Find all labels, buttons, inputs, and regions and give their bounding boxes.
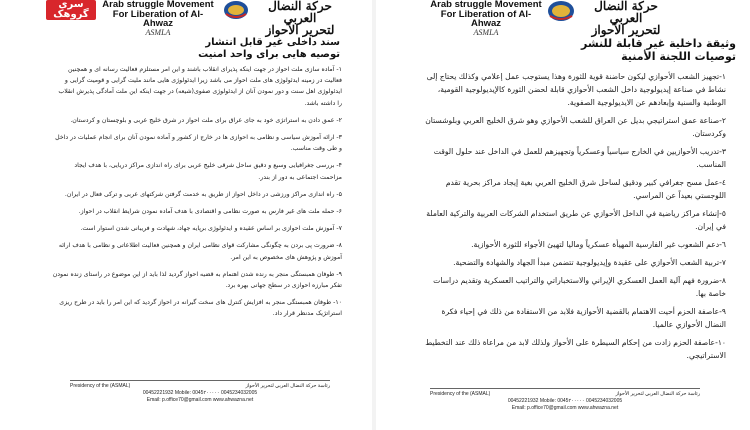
org-name-en-1: Arab struggle Movement <box>430 0 542 10</box>
paragraph: ٨-ضرورة فهم آلية العمل العسكري الإيراني والاستخباراتي والتراتيب العسكرية وتقديم دراسات خاصة بها. <box>433 276 726 298</box>
right-doc-body <box>420 70 726 362</box>
org-name-ar-2: لتحرير الأحواز <box>591 23 661 37</box>
org-name-ar: حركة النضال العربي <box>268 0 332 25</box>
left-org-arabic <box>252 0 348 36</box>
org-name-en-2: For Liberation of Al-Ahwaz <box>440 8 532 29</box>
left-org-english <box>98 0 218 37</box>
org-name-ar-2: لتحرير الأحواز <box>265 23 335 37</box>
footer-rule <box>430 388 700 389</box>
footer-heading <box>70 383 330 390</box>
paragraph: ۱- آماده سازی ملت احواز در جهت اینکه پذیرای انقلاب باشند و این امر مستلزم فعالیت رسانه ای و همچنین فعالیت در زمینه ایدئولوژی های ملت احواز می باشد زیرا ایدئولوژی هایی مانند ملیت گرایی و قومیت گرایی و ایدئولوژی اهل سنت و دور نمودن آنان از ایدئولوژی صفوی(شیعه) در جهت اینکه این ملت آمادگی پذیرش انقلاب را داشته باشد. <box>58 66 342 107</box>
doc-title-line-1: سند داخلی غیر قابل انتشار <box>205 37 340 48</box>
paragraph: ۲- عمق دادن به استراتژی خود به جای عراق برای ملت احواز در شرق خلیج عربی و بلوچستان و کردستان. <box>70 116 342 124</box>
org-name-ar: حركة النضال العربي <box>594 0 658 25</box>
org-name-en-1: Arab struggle Movement <box>102 0 214 10</box>
right-doc-footer <box>430 388 700 412</box>
footer-presidency-en: Presidency of the (ASMAL) <box>70 383 131 389</box>
org-logo-icon <box>546 0 576 24</box>
paragraph: ۶- حمله ملت های غیر فارس به صورت نظامی و اقتصادی با هدف آماده نمودن شرایط انقلاب در احواز. <box>78 208 342 216</box>
footer-presidency-ar: رئاسة حركة النضال العربي لتحرير الأحواز <box>615 391 700 397</box>
paragraph: ۹- طوفان همبستگی منجر به رنده شدن اهتمام به قضیه احواز گردید لذا باید از این موضوع در راستای زنده نمودن تفکر مبارزه احوازی در سطح جهانی بهره برد. <box>52 270 342 290</box>
paragraph: ٩-عاصفة الحزم أحيت الاهتمام بالقضية الأحوازية فلابد من الاستفادة من ذلك في إحياء فكرة النضال الأحوازي عالميا. <box>441 307 726 329</box>
org-abbr: ASMLA <box>473 27 499 37</box>
footer-phone: 00452221932 Mobile: 0045٢٠٠٠٠٠ 0045234032005 <box>507 398 623 404</box>
footer-email: Email: p.office70@gmail.com www.ahwazna.net <box>511 405 619 411</box>
paragraph: ٢-صناعة عمق استراتيجي بديل عن العراق للشعب الأحوازي وهو شرق الخليج العربي وبلوشستان وكردستان. <box>425 116 726 138</box>
footer-phone: 00452221932 Mobile: 0045٢٠٠٠٠٠ 0045234032005 <box>142 390 258 396</box>
paragraph: ۵- راه اندازی مراکز ورزشی در داخل احواز از طریق به خدمت گرفتن شرکتهای عربی و ترکی فعال در ایران. <box>64 190 342 198</box>
paragraph: ٧-تربية الشعب الأحوازي على عقيدة وإيديولوجية تتضمن مبدأ الجهاد والشهادة والتضحية. <box>453 258 726 267</box>
right-document-page <box>376 0 750 430</box>
left-doc-footer <box>70 380 330 404</box>
paragraph: ۱۰- طوفان همبستگی منجر به افزایش کنترل های سخت گیرانه در احواز گردید که این امر را باید در طرح ریزی استراتژیک مدنظر قرار داد. <box>59 299 342 318</box>
right-org-english <box>426 0 546 37</box>
footer-presidency-en: Presidency of the (ASMAL) <box>430 391 491 397</box>
left-doc-body <box>52 64 342 320</box>
right-doc-title <box>486 37 736 63</box>
footer-rule <box>70 380 330 381</box>
footer-heading <box>430 391 700 398</box>
paragraph: ۴- بررسی جغرافیایی وسیع و دقیق ساحل شرقی خلیج عربی برای راه اندازی مراکز دریایی، با هدف ایجاد مزاحمت اجتماعی به دور از بندر. <box>74 162 342 181</box>
paragraph: ١٠-عاصفة الحزم زادت من إحكام السيطرة على الأحواز ولذلك لابد من مراعاة ذلك عند التخطيط الاستراتيجي. <box>425 338 726 360</box>
paragraph: ٥-إنشاء مراكز رياضية في الداخل الأحوازي عن طريق استخدام الشركات العربية والتركية العاملة في إيران. <box>426 209 726 231</box>
paragraph: ۸- ضرورت پی بردن به چگونگی مشارکت قوای نظامی ایران و همچنین فعالیت اطلاعاتی و نظامی با هدف ارائه آموزش و پژوهش های مخصوص به این امر. <box>58 242 342 261</box>
stamp-text: سری گروهک <box>53 0 89 20</box>
left-document-page <box>0 0 372 430</box>
paragraph: ٦-دعم الشعوب غير الفارسية المهيأة عسكرياً وماليا لتهيئ الأجواء للثورة الأحوازية. <box>471 240 726 249</box>
footer-email: Email: p.office70@gmail.com www.ahwazna.net <box>146 397 254 403</box>
paragraph: ۷- آموزش ملت احوازی بر اساس عقیده و ایدئولوژی برپایه جهاد، شهادت و فریبانی شدن استوار است. <box>80 225 342 233</box>
paragraph: ٣-تدريب الأحوازيين في الخارج سياسياً وعسكرياً وتجهيزهم للعمل في الداخل عند حلول الوقت المناسب. <box>433 147 726 169</box>
paragraph: ١-تجهيز الشعب الأحوازي ليكون حاضنة قوية للثورة وهذا يستوجب عمل إعلامي وكذلك يحتاج إلى نشاط في صناعة إيديولوجية داخل الشعب الأحوازي قابلة لحضن الثورة كالإيديولوجية القومية، الوطنية والسنية وإبعادهم عن الايديولوجية الصفوية. <box>426 72 726 107</box>
paragraph: ٤-عمل مسح جغرافي كبير ودقيق لساحل شرق الخليج العربي بغية إيجاد مراكز بحرية تقدم اللوجستي بعيداً عن المراسي. <box>445 178 726 200</box>
paragraph: ۳- ارائه آموزش سیاسی و نظامی به احوازی ها در خارج از کشور و آماده نمودن آنان برای انجام عملیات در داخل و طی وقت مناسب. <box>55 134 342 153</box>
footer-presidency-ar: رئاسة حركة النضال العربي لتحرير الأحواز <box>245 383 330 389</box>
right-org-arabic <box>578 0 674 36</box>
doc-title-line-2: توصيات اللجنة الأمنية <box>621 50 736 63</box>
org-abbr: ASMLA <box>145 27 171 37</box>
org-logo-icon <box>222 0 250 22</box>
left-doc-title <box>150 37 340 61</box>
secret-stamp <box>46 0 96 20</box>
doc-title-line-1: وثيقة داخلية غير قابلة للنشر <box>581 37 736 50</box>
doc-title-line-2: توصیه هایی برای واحد امنیت <box>198 49 340 60</box>
org-name-en-2: For Liberation of Al-Ahwaz <box>112 8 204 29</box>
